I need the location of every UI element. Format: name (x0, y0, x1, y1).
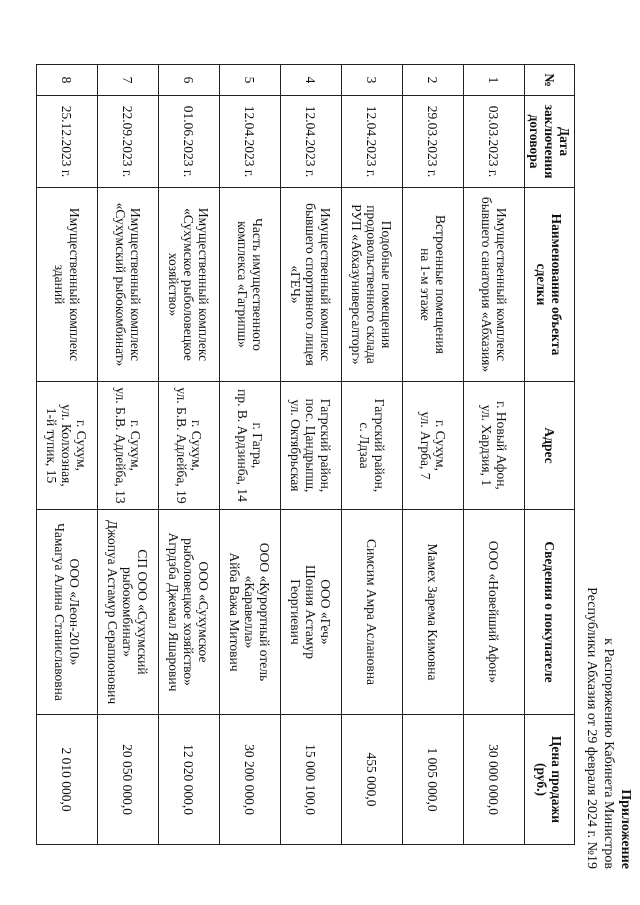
cell-object: Подобные помещения продовольственного склада РУП «Абхазуниверсалторг» (342, 188, 403, 382)
cell-address: Гагрский район, с. Лдзаа (342, 382, 403, 510)
cell-date: 12.04.2023 г. (281, 96, 342, 188)
cell-buyer: Симсим Амра Аслановна (342, 510, 403, 715)
cell-number: 1 (464, 65, 525, 96)
table-header-row (525, 65, 575, 845)
cell-address: г. Сухум, ул. Б.В. Адлейба, 19 (159, 382, 220, 510)
cell-number: 4 (281, 65, 342, 96)
appendix-subtitle-line2: Республики Абхазия от 29 февраля 2024 г. №19 (584, 587, 599, 869)
table-row (464, 65, 525, 845)
cell-address: г. Новый Афон, ул. Хардзия, 1 (464, 382, 525, 510)
cell-object: Имущественный комплекс бывшего санатория «Абхазия» (464, 188, 525, 382)
cell-price: 30 000 000,0 (464, 715, 525, 845)
cell-object: Часть имущественного комплекса «Гагрипш» (220, 188, 281, 382)
cell-date: 22.09.2023 г. (98, 96, 159, 188)
cell-address: Гагрский район, пос. Цандрыпш, ул. Октябрьская (281, 382, 342, 510)
cell-number: 2 (403, 65, 464, 96)
cell-date: 01.06.2023 г. (159, 96, 220, 188)
cell-buyer: ООО «Геч» Шония Астамур Георгиевич (281, 510, 342, 715)
document-heading (583, 587, 634, 869)
table-row (281, 65, 342, 845)
column-header-address: Адрес (525, 382, 575, 510)
table-row (37, 65, 98, 845)
table-row (98, 65, 159, 845)
cell-buyer: СП ООО «Сухумский рыбокомбинат» Джопуа Астамур Серапионович (98, 510, 159, 715)
cell-price: 15 000 100,0 (281, 715, 342, 845)
cell-object: Имущественный комплекс «Сухумское рыболовецкое хозяйство» (159, 188, 220, 382)
cell-number: 5 (220, 65, 281, 96)
cell-date: 03.03.2023 г. (464, 96, 525, 188)
appendix-title: Приложение (618, 789, 633, 869)
transactions-table (36, 64, 575, 845)
cell-address: г. Гагра, пр. В. Ардзинба, 14 (220, 382, 281, 510)
cell-buyer: ООО «Курортный отель «Каравелла» Айба Важа Митович (220, 510, 281, 715)
cell-date: 25.12.2023 г. (37, 96, 98, 188)
cell-date: 12.04.2023 г. (342, 96, 403, 188)
column-header-buyer: Сведения о покупателе (525, 510, 575, 715)
cell-number: 8 (37, 65, 98, 96)
table-row (159, 65, 220, 845)
cell-object: Имущественный комплекс зданий (37, 188, 98, 382)
cell-object: Имущественный комплекс бывшего спортивного лицея «ГЕЧ» (281, 188, 342, 382)
cell-object: Встроенные помещения на 1-м этаже (403, 188, 464, 382)
column-header-price: Цена продажи (руб.) (525, 715, 575, 845)
cell-object: Имущественный комплекс «Сухумский рыбокомбинат» (98, 188, 159, 382)
table-row (342, 65, 403, 845)
cell-price: 1 005 000,0 (403, 715, 464, 845)
cell-address: г. Сухум, ул. Колхозная, 1-й тупик, 15 (37, 382, 98, 510)
column-header-date: Дата заключения договора (525, 96, 575, 188)
cell-price: 30 200 000,0 (220, 715, 281, 845)
column-header-number: № (525, 65, 575, 96)
cell-date: 12.04.2023 г. (220, 96, 281, 188)
cell-buyer: ООО «Новейший Афон» (464, 510, 525, 715)
table-row (220, 65, 281, 845)
cell-address: г. Сухум, ул. Агрба, 7 (403, 382, 464, 510)
cell-number: 3 (342, 65, 403, 96)
cell-price: 455 000,0 (342, 715, 403, 845)
cell-price: 12 020 000,0 (159, 715, 220, 845)
cell-price: 20 050 000,0 (98, 715, 159, 845)
cell-buyer: ООО «Сухумское рыболовецкое хозяйство» Агрдзба Джемал Яшарович (159, 510, 220, 715)
cell-buyer: ООО «Леон-2010» Чамагуа Алина Станиславовна (37, 510, 98, 715)
cell-number: 7 (98, 65, 159, 96)
cell-price: 2 010 000,0 (37, 715, 98, 845)
cell-buyer: Мамех Зарема Кимовна (403, 510, 464, 715)
table-row (403, 65, 464, 845)
cell-number: 6 (159, 65, 220, 96)
column-header-object: Наименование объекта сделки (525, 188, 575, 382)
cell-address: г. Сухум, ул. Б.В. Адлейба, 13 (98, 382, 159, 510)
appendix-subtitle-line1: к Распоряжению Кабинета Министров (601, 638, 616, 869)
cell-date: 29.03.2023 г. (403, 96, 464, 188)
